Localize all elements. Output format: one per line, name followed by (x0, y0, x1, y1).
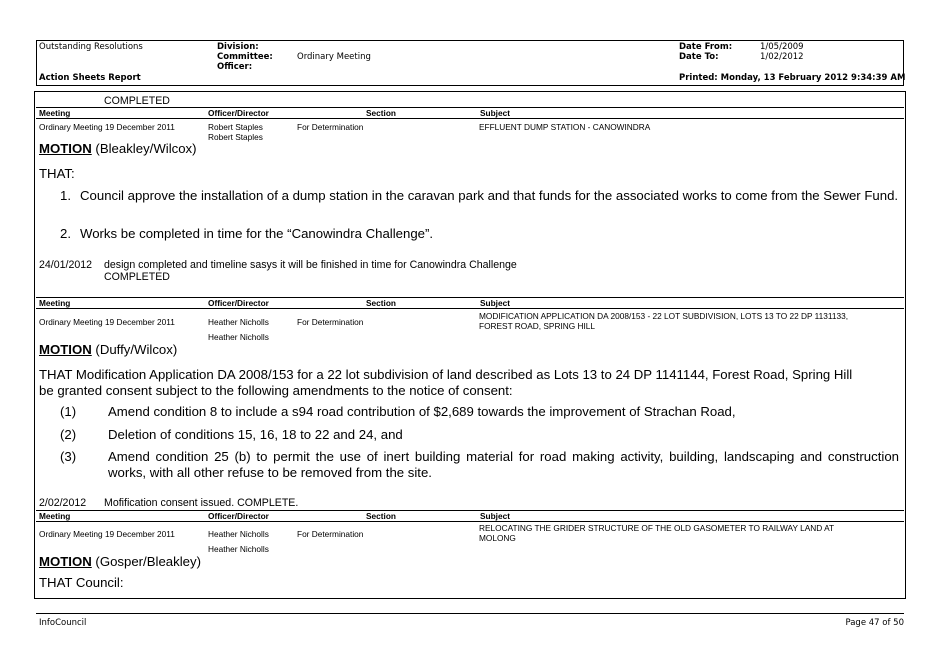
printed-line (679, 73, 905, 83)
column-officer: Officer/Director (208, 298, 269, 308)
resolution-item-number: (2) (60, 427, 77, 442)
entry-meeting: Ordinary Meeting 19 December 2011 (39, 122, 175, 132)
resolution-intro-continued: be granted consent subject to the following amendments to the notice of consent: (39, 383, 513, 398)
entry-officer-secondary: Robert Staples (208, 132, 263, 142)
footer-app-name: InfoCouncil (39, 618, 87, 628)
entry-officer: Heather Nicholls (208, 529, 269, 539)
resolution-intro: THAT Council: (39, 575, 124, 590)
column-officer: Officer/Director (208, 108, 269, 118)
entry-meeting: Ordinary Meeting 19 December 2011 (39, 317, 175, 327)
motion-movers: (Gosper/Bleakley) (95, 554, 201, 569)
motion-movers: (Duffy/Wilcox) (95, 342, 178, 357)
resolution-item-number: 2. (60, 226, 71, 241)
entry-subject-continued: MOLONG (479, 533, 516, 543)
printed-label: Printed: (679, 73, 718, 83)
action-note-text: Mofification consent issued. COMPLETE. (104, 497, 299, 509)
column-officer: Officer/Director (208, 511, 269, 521)
entry-section: For Determination (297, 317, 364, 327)
resolution-item-text: Works be completed in time for the “Canowindra Challenge”. (80, 226, 434, 241)
action-note-status: COMPLETED (104, 271, 170, 283)
column-header-row (36, 510, 904, 522)
column-meeting: Meeting (39, 298, 71, 308)
motion-heading (39, 141, 197, 156)
resolution-item-number: (3) (60, 449, 77, 464)
footer-page-number: Page 47 of 50 (845, 618, 904, 628)
entry-officer: Heather Nicholls (208, 317, 269, 327)
entry-subject-continued: FOREST ROAD, SPRING HILL (479, 321, 596, 331)
report-type: Action Sheets Report (39, 73, 141, 83)
motion-word: MOTION (39, 342, 92, 357)
committee-value: Ordinary Meeting (297, 52, 371, 62)
resolution-intro: THAT Modification Application DA 2008/153 for a 22 lot subdivision of land described as Lots 13 to 24 DP 1141144, Forest Road, Spring Hill (39, 367, 853, 382)
footer-divider (36, 613, 904, 614)
action-note-date: 2/02/2012 (39, 497, 87, 509)
resolution-item-number: 1. (60, 188, 71, 203)
entry-subject: MODIFICATION APPLICATION DA 2008/153 - 22 LOT SUBDIVISION, LOTS 13 TO 22 DP 1131133, (479, 311, 849, 321)
entry-officer-secondary: Heather Nicholls (208, 544, 269, 554)
motion-heading (39, 554, 201, 569)
column-subject: Subject (480, 511, 510, 521)
report-name: Outstanding Resolutions (39, 42, 143, 52)
committee-label: Committee: (217, 52, 273, 62)
action-note-text: design completed and timeline sasys it will be finished in time for Canowindra Challenge (104, 259, 517, 271)
date-to-label: Date To: (679, 52, 719, 62)
entry-section: For Determination (297, 529, 364, 539)
entry-officer: Robert Staples (208, 122, 263, 132)
motion-word: MOTION (39, 141, 92, 156)
resolution-item-text: Deletion of conditions 15, 16, 18 to 22 and 24, and (108, 427, 403, 442)
column-section: Section (366, 298, 396, 308)
column-section: Section (366, 511, 396, 521)
resolution-item-text: Amend condition 25 (b) to permit the use of inert building material for road making activity, building, landscaping and construction works, with all other refuse to be removed from the site. (108, 449, 899, 480)
column-subject: Subject (480, 298, 510, 308)
resolution-item-number: (1) (60, 404, 77, 419)
entry-officer-secondary: Heather Nicholls (208, 332, 269, 342)
resolution-intro: THAT: (39, 166, 75, 181)
date-from-label: Date From: (679, 42, 733, 52)
resolution-item-text: Council approve the installation of a dump station in the caravan park and that funds for the associated works to come from the Sewer Fund. (80, 188, 899, 203)
entry-meeting: Ordinary Meeting 19 December 2011 (39, 529, 175, 539)
entry-subject: EFFLUENT DUMP STATION - CANOWINDRA (479, 122, 651, 132)
printed-value: Monday, 13 February 2012 9:34:39 AM (720, 73, 906, 83)
column-meeting: Meeting (39, 108, 71, 118)
date-from-value: 1/05/2009 (760, 42, 804, 52)
motion-word: MOTION (39, 554, 92, 569)
entry-section: For Determination (297, 122, 364, 132)
date-to-value: 1/02/2012 (760, 52, 804, 62)
column-subject: Subject (480, 108, 510, 118)
motion-movers: (Bleakley/Wilcox) (95, 141, 197, 156)
action-note-date: 24/01/2012 (39, 259, 93, 271)
column-header-row (36, 297, 904, 309)
column-section: Section (366, 108, 396, 118)
column-header-row (36, 107, 904, 119)
officer-label: Officer: (217, 62, 253, 72)
column-meeting: Meeting (39, 511, 71, 521)
motion-heading (39, 342, 177, 357)
entry-subject: RELOCATING THE GRIDER STRUCTURE OF THE OLD GASOMETER TO RAILWAY LAND AT (479, 523, 835, 533)
resolution-item-text: Amend condition 8 to include a s94 road contribution of $2,689 towards the improvement of Strachan Road, (108, 404, 736, 419)
top-status: COMPLETED (104, 95, 170, 107)
division-label: Division: (217, 42, 259, 52)
